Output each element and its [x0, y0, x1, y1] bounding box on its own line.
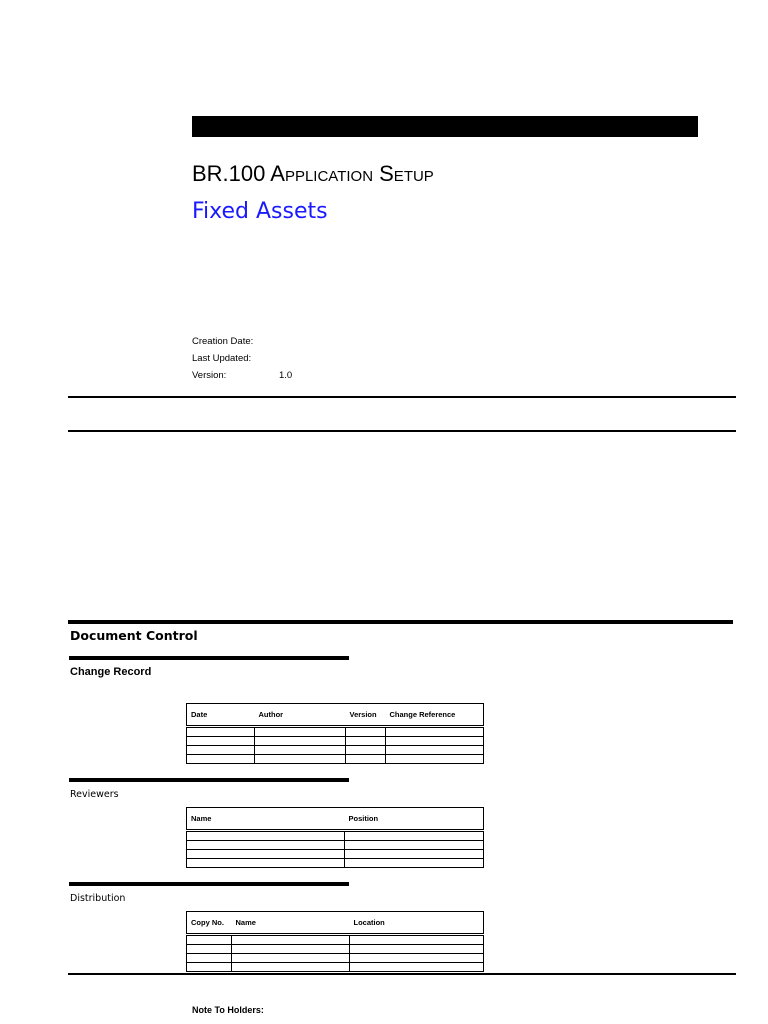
table-cell[interactable] — [386, 727, 484, 737]
column-header: Position — [345, 808, 484, 831]
column-header: Author — [255, 704, 346, 727]
table-cell[interactable] — [350, 945, 484, 954]
column-header: Date — [187, 704, 255, 727]
table-cell[interactable] — [187, 859, 345, 868]
table-cell[interactable] — [187, 963, 232, 972]
table-cell[interactable] — [232, 935, 350, 945]
table-cell[interactable] — [345, 859, 484, 868]
table-cell[interactable] — [232, 963, 350, 972]
section-rule — [69, 656, 349, 660]
table-cell[interactable] — [346, 737, 386, 746]
column-header: Name — [187, 808, 345, 831]
last-updated-row — [192, 353, 251, 364]
table-row — [187, 954, 484, 963]
version-label: Version: — [192, 370, 227, 381]
table-cell[interactable] — [187, 945, 232, 954]
table-cell[interactable] — [255, 737, 346, 746]
section-rule — [68, 620, 733, 624]
table-cell[interactable] — [350, 963, 484, 972]
divider-rule — [68, 973, 736, 975]
column-header: Change Reference — [386, 704, 484, 727]
table-cell[interactable] — [187, 841, 345, 850]
creation-date-row — [192, 336, 253, 347]
table-header-row — [187, 704, 484, 727]
distribution-table — [186, 911, 484, 972]
table-cell[interactable] — [187, 737, 255, 746]
table-cell[interactable] — [386, 737, 484, 746]
reviewers-label: Reviewers — [70, 789, 119, 800]
table-row — [187, 737, 484, 746]
table-row — [187, 831, 484, 841]
table-cell[interactable] — [350, 935, 484, 945]
table-cell[interactable] — [386, 755, 484, 764]
table-cell[interactable] — [346, 755, 386, 764]
table-row — [187, 727, 484, 737]
table-cell[interactable] — [255, 727, 346, 737]
table-cell[interactable] — [232, 954, 350, 963]
table-cell[interactable] — [345, 841, 484, 850]
table-cell[interactable] — [187, 850, 345, 859]
table-cell[interactable] — [255, 755, 346, 764]
title-bar-decoration — [192, 116, 698, 137]
table-row — [187, 746, 484, 755]
table-cell[interactable] — [346, 727, 386, 737]
table-row — [187, 850, 484, 859]
column-header: Version — [346, 704, 386, 727]
reviewers-table — [186, 807, 484, 868]
table-row — [187, 859, 484, 868]
table-row — [187, 841, 484, 850]
table-header-row — [187, 912, 484, 935]
change-record-label: Change Record — [70, 666, 152, 678]
last-updated-label: Last Updated: — [192, 353, 252, 364]
note-to-holders: Note To Holders: — [192, 1005, 264, 1015]
table-cell[interactable] — [350, 954, 484, 963]
column-header: Name — [232, 912, 350, 935]
table-row — [187, 963, 484, 972]
distribution-label: Distribution — [70, 893, 126, 904]
table-row — [187, 935, 484, 945]
table-cell[interactable] — [187, 746, 255, 755]
section-rule — [69, 882, 349, 886]
table-cell[interactable] — [346, 746, 386, 755]
table-cell[interactable] — [255, 746, 346, 755]
table-cell[interactable] — [187, 831, 345, 841]
table-cell[interactable] — [187, 755, 255, 764]
table-cell[interactable] — [345, 831, 484, 841]
version-row — [192, 370, 293, 381]
table-cell[interactable] — [187, 935, 232, 945]
table-cell[interactable] — [187, 727, 255, 737]
document-title: BR.100 Application Setup — [192, 161, 434, 186]
table-row — [187, 945, 484, 954]
section-rule — [69, 778, 349, 782]
version-value: 1.0 — [279, 370, 293, 381]
divider-rule — [68, 396, 736, 398]
table-row — [187, 755, 484, 764]
document-control-heading: Document Control — [70, 628, 198, 643]
table-cell[interactable] — [386, 746, 484, 755]
change-record-table — [186, 703, 484, 764]
creation-date-label: Creation Date: — [192, 336, 254, 347]
column-header: Location — [350, 912, 484, 935]
table-cell[interactable] — [187, 954, 232, 963]
document-subtitle: Fixed Assets — [192, 199, 328, 224]
table-header-row — [187, 808, 484, 831]
table-cell[interactable] — [345, 850, 484, 859]
divider-rule — [68, 430, 736, 432]
table-cell[interactable] — [232, 945, 350, 954]
column-header: Copy No. — [187, 912, 232, 935]
